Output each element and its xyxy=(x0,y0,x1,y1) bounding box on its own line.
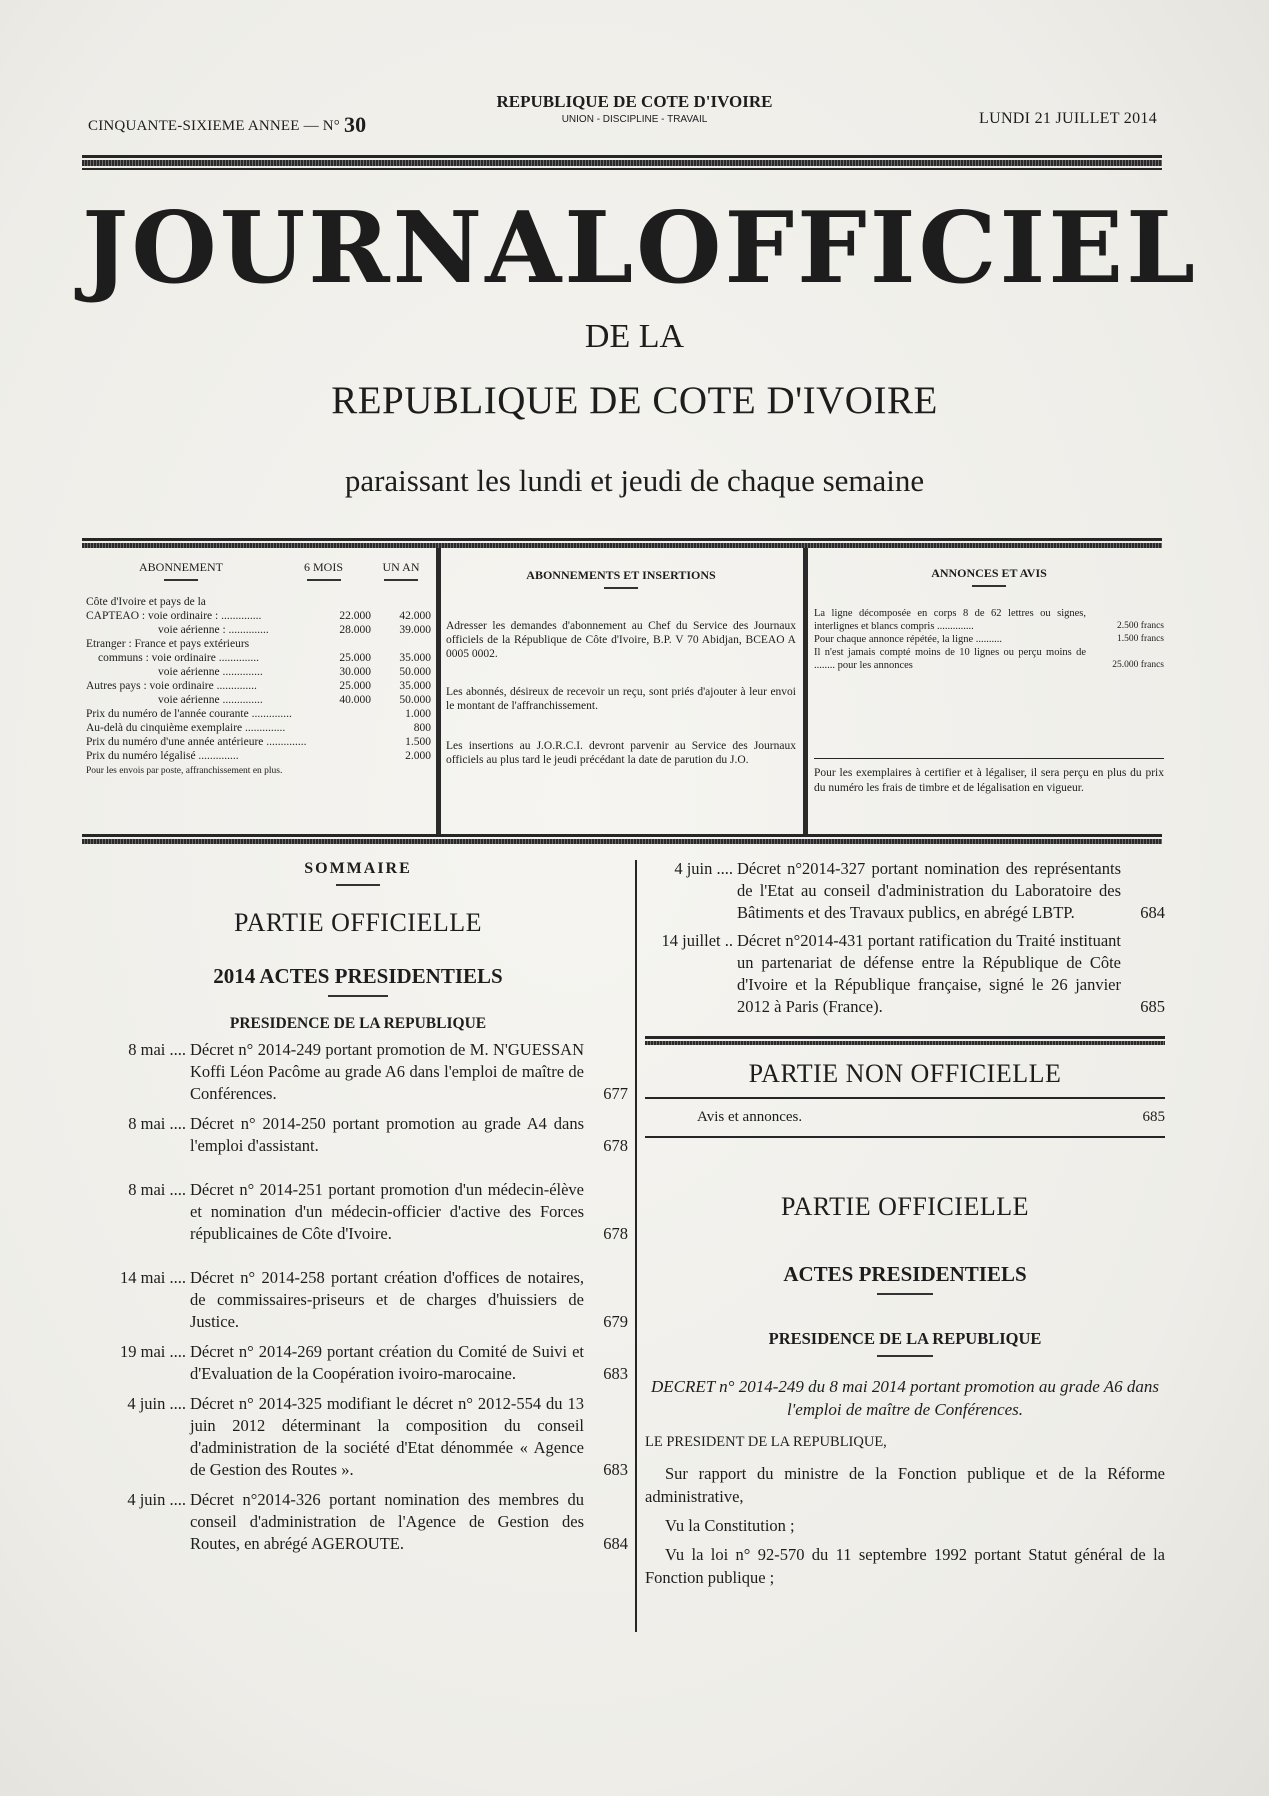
official-presidence: PRESIDENCE DE LA REPUBLIQUE xyxy=(768,1329,1042,1348)
entry-page: 679 xyxy=(603,1312,628,1331)
le-president: LE PRESIDENT DE LA REPUBLIQUE, xyxy=(645,1434,887,1450)
tariff-unan xyxy=(371,637,431,651)
annonces-divider xyxy=(814,758,1164,759)
annonces-panel xyxy=(814,560,1164,794)
annonces-row-3-value: 25.000 francs xyxy=(1112,660,1164,670)
issue-number: 30 xyxy=(343,112,367,137)
sommaire-partie: PARTIE OFFICIELLE xyxy=(234,908,482,937)
tariff-row xyxy=(86,749,431,763)
tariff-label: voie aérienne .............. xyxy=(158,694,263,706)
entry-text: Décret n° 2014-250 portant promotion au grade A4 dans l'emploi d'assistant. xyxy=(190,1114,584,1155)
header-rule-bottom xyxy=(82,168,1162,170)
annonces-row-2-value: 1.500 francs xyxy=(1117,634,1164,644)
entry-page: 678 xyxy=(603,1224,628,1243)
tariff-6mois xyxy=(309,721,371,735)
tariff-row xyxy=(86,665,431,679)
sommaire-actes: 2014 ACTES PRESIDENTIELS xyxy=(213,964,503,988)
masthead-word-officiel: OFFICIEL xyxy=(636,191,1198,306)
avis-page: 685 xyxy=(1142,1109,1165,1125)
entry-date: 4 juin .... xyxy=(674,859,733,878)
tariff-6mois: 25.000 xyxy=(339,680,371,692)
tariff-unan: 50.000 xyxy=(399,694,431,706)
entry-date: 8 mai .... xyxy=(128,1040,186,1059)
sommaire-entries-right xyxy=(645,858,1165,1018)
inserts-panel xyxy=(446,560,796,767)
entry-text: Décret n° 2014-325 modifiant le décret n° 2012-554 du 13 juin 2012 déterminant la composition du conseil d'administration de la société d'Etat dénommée « Agence de Gestion des Routes ». xyxy=(190,1394,584,1479)
tariff-unan: 800 xyxy=(413,722,431,734)
avis-label: Avis et annonces. xyxy=(697,1109,803,1125)
official-actes: ACTES PRESIDENTIELS xyxy=(783,1262,1027,1286)
sommaire-entry xyxy=(645,930,1165,1018)
republic-name: REPUBLIQUE DE COTE D'IVOIRE xyxy=(496,92,773,111)
box-rule-bottom xyxy=(82,834,1162,837)
sommaire-entry xyxy=(88,1341,628,1385)
decret-p3: Vu la loi n° 92-570 du 11 septembre 1992 portant Statut général de la Fonction publique ; xyxy=(645,1545,1165,1587)
masthead-word-journal: JOURNAL xyxy=(82,191,637,306)
tariff-6mois xyxy=(309,637,371,651)
tariff-label: Etranger : France et pays extérieurs xyxy=(86,638,250,650)
entry-page: 677 xyxy=(603,1084,628,1103)
decret-p1: Sur rapport du ministre de la Fonction publique et de la Réforme administrative, xyxy=(645,1464,1165,1506)
official-partie-title: PARTIE OFFICIELLE xyxy=(781,1192,1029,1221)
inserts-p3: Les insertions au J.O.R.C.I. devront parvenir au Service des Journaux officiels au plus tard le jeudi précédant la date de parution du J.O. xyxy=(446,740,796,766)
entry-page: 683 xyxy=(603,1364,628,1383)
entry-date: 8 mai .... xyxy=(128,1180,186,1199)
sommaire-entry xyxy=(88,1267,628,1333)
tariff-row xyxy=(86,623,431,637)
issue-date: LUNDI 21 JUILLET 2014 xyxy=(979,110,1157,127)
tariff-unan: 1.500 xyxy=(405,736,431,748)
sommaire-left-column xyxy=(88,860,628,1555)
entry-text: Décret n°2014-431 portant ratification du Traité instituant un partenariat de défense entre la République de Côte d'Ivoire et la République française, signé le 26 janvier 2012 à Paris (France). xyxy=(737,931,1121,1016)
sommaire-presidence: PRESIDENCE DE LA REPUBLIQUE xyxy=(229,1015,487,1032)
sommaire-entry xyxy=(88,1039,628,1105)
tariff-label: Autres pays : voie ordinaire .............. xyxy=(86,680,257,692)
tariff-row xyxy=(86,609,431,623)
entry-date: 4 juin .... xyxy=(127,1394,186,1413)
tariff-unan: 50.000 xyxy=(399,666,431,678)
avis-entry xyxy=(645,1109,1165,1126)
sommaire-title: SOMMAIRE xyxy=(304,860,412,877)
header-hatch xyxy=(82,160,1162,166)
column-divider xyxy=(635,860,637,1632)
subscription-note: Pour les envois par poste, affranchissement en plus. xyxy=(86,766,283,776)
republic-motto: UNION - DISCIPLINE - TRAVAIL xyxy=(561,114,708,125)
sommaire-entry xyxy=(88,1489,628,1555)
box-divider-2 xyxy=(803,548,808,834)
entry-page: 678 xyxy=(603,1136,628,1155)
masthead-de-la: DE LA xyxy=(584,318,685,355)
subscription-head xyxy=(86,560,431,581)
masthead-republic: REPUBLIQUE DE COTE D'IVOIRE xyxy=(331,379,938,422)
tariff-label: voie aérienne : .............. xyxy=(158,624,269,636)
annonces-title: ANNONCES ET AVIS xyxy=(931,566,1047,580)
subscription-intro: Côte d'Ivoire et pays de la xyxy=(86,596,206,608)
tariff-unan: 42.000 xyxy=(399,610,431,622)
tariff-list xyxy=(86,609,431,763)
tariff-row xyxy=(86,637,431,651)
tariff-label: Au-delà du cinquième exemplaire .............. xyxy=(86,722,286,734)
tariff-label: voie aérienne .............. xyxy=(158,666,263,678)
masthead-title xyxy=(82,191,1198,306)
tariff-row xyxy=(86,679,431,693)
entry-page: 683 xyxy=(603,1460,628,1479)
tariff-label: CAPTEAO : voie ordinaire : .............. xyxy=(86,610,262,622)
subscription-head-label: ABONNEMENT xyxy=(139,560,223,574)
sommaire-entry xyxy=(645,858,1165,924)
entry-text: Décret n°2014-326 portant nomination des membres du conseil d'administration de l'Agence de Gestion des Routes, en abrégé AGEROUTE. xyxy=(190,1490,584,1553)
decret-title: DECRET n° 2014-249 du 8 mai 2014 portant promotion au grade A6 dans l'emploi de maître de Conférences. xyxy=(651,1377,1159,1419)
entry-text: Décret n°2014-327 portant nomination des représentants de l'Etat au conseil d'administration du Laboratoire des Bâtiments et des Travaux publics, en abrégé LBTP. xyxy=(737,859,1121,922)
annonces-row-1 xyxy=(814,607,1164,633)
box-rule-top xyxy=(82,538,1162,541)
sommaire-entry xyxy=(88,1179,628,1245)
tariff-6mois xyxy=(309,749,371,763)
entry-date: 14 mai .... xyxy=(120,1268,186,1287)
header-rule-top xyxy=(82,155,1162,158)
entry-page: 685 xyxy=(1140,997,1165,1016)
tariff-6mois xyxy=(309,735,371,749)
subscription-panel xyxy=(86,560,431,776)
decret-p2: Vu la Constitution ; xyxy=(665,1516,795,1535)
entry-text: Décret n° 2014-251 portant promotion d'un médecin-élève et nomination d'un médecin-officier d'active des Forces républicaines de Côte d'Ivoire. xyxy=(190,1180,584,1243)
entry-date: 14 juillet .. xyxy=(661,931,733,950)
sommaire-entries-left xyxy=(88,1039,628,1555)
tariff-row xyxy=(86,651,431,665)
entry-text: Décret n° 2014-249 portant promotion de M. N'GUESSAN Koffi Léon Pacôme au grade A6 dans l'emploi de maître de Conférences. xyxy=(190,1040,584,1103)
tariff-row xyxy=(86,721,431,735)
box-hatch-bottom xyxy=(82,839,1162,844)
tariff-label: Prix du numéro légalisé .............. xyxy=(86,750,239,762)
tariff-6mois: 25.000 xyxy=(339,652,371,664)
entry-date: 19 mai .... xyxy=(120,1342,186,1361)
tariff-6mois: 30.000 xyxy=(339,666,371,678)
annonces-row-1-value: 2.500 francs xyxy=(1117,621,1164,631)
entry-page: 684 xyxy=(1140,903,1165,922)
box-hatch-top xyxy=(82,543,1162,548)
sommaire-entry xyxy=(88,1393,628,1481)
tariff-6mois: 22.000 xyxy=(339,610,371,622)
subscription-head-6mois: 6 MOIS xyxy=(303,560,343,574)
annonces-row-2 xyxy=(814,633,1164,646)
tariff-label: communs : voie ordinaire .............. xyxy=(98,652,259,664)
inserts-p1: Adresser les demandes d'abonnement au Chef du Service des Journaux officiels de la République de Côte d'Ivoire, B.P. V 70 Abidjan, BCEAO A 0005 0002. xyxy=(446,620,796,660)
tariff-unan: 2.000 xyxy=(405,750,431,762)
entry-page: 684 xyxy=(603,1534,628,1553)
tariff-unan: 35.000 xyxy=(399,652,431,664)
entry-text: Décret n° 2014-269 portant création du Comité de Suivi et d'Evaluation de la Coopération ivoiro-marocaine. xyxy=(190,1342,584,1383)
masthead-tagline: paraissant les lundi et jeudi de chaque semaine xyxy=(344,463,925,498)
tariff-row xyxy=(86,735,431,749)
inserts-title: ABONNEMENTS ET INSERTIONS xyxy=(526,568,716,582)
annonces-row-3-label: Il n'est jamais compté moins de 10 lignes ou perçu moins de ........ pour les annonces xyxy=(814,647,1086,671)
inserts-p2: Les abonnés, désireux de recevoir un reçu, sont priés d'ajouter à leur envoi le montant de l'affranchissement. xyxy=(446,686,796,712)
issue-prefix: CINQUANTE-SIXIEME ANNEE — N° xyxy=(88,118,340,134)
sommaire-entry xyxy=(88,1113,628,1157)
sommaire-right-column xyxy=(645,858,1165,1589)
subscription-head-unan: UN AN xyxy=(382,560,420,574)
annonces-row-1-label: La ligne décomposée en corps 8 de 62 lettres ou signes, interlignes et blancs compris .............. xyxy=(814,608,1086,632)
tariff-6mois xyxy=(309,707,371,721)
annonces-final: Pour les exemplaires à certifier et à légaliser, il sera perçu en plus du prix du numéro les frais de timbre et de légalisation en vigueur. xyxy=(814,767,1164,794)
box-divider-1 xyxy=(436,548,441,834)
sommaire-non-officielle: PARTIE NON OFFICIELLE xyxy=(748,1059,1062,1088)
tariff-unan: 35.000 xyxy=(399,680,431,692)
tariff-row xyxy=(86,707,431,721)
tariff-label: Prix du numéro de l'année courante .............. xyxy=(86,708,292,720)
tariff-row xyxy=(86,693,431,707)
tariff-label: Prix du numéro d'une année antérieure .............. xyxy=(86,736,307,748)
tariff-6mois: 40.000 xyxy=(339,694,371,706)
tariff-unan: 39.000 xyxy=(399,624,431,636)
tariff-unan: 1.000 xyxy=(405,708,431,720)
annonces-row-3 xyxy=(814,646,1164,672)
entry-date: 8 mai .... xyxy=(128,1114,186,1133)
tariff-6mois: 28.000 xyxy=(339,624,371,636)
entry-text: Décret n° 2014-258 portant création d'offices de notaires, de commissaires-priseurs et de charges d'huissiers de Justice. xyxy=(190,1268,584,1331)
annonces-row-2-label: Pour chaque annonce répétée, la ligne .......... xyxy=(814,634,1003,645)
entry-date: 4 juin .... xyxy=(127,1490,186,1509)
